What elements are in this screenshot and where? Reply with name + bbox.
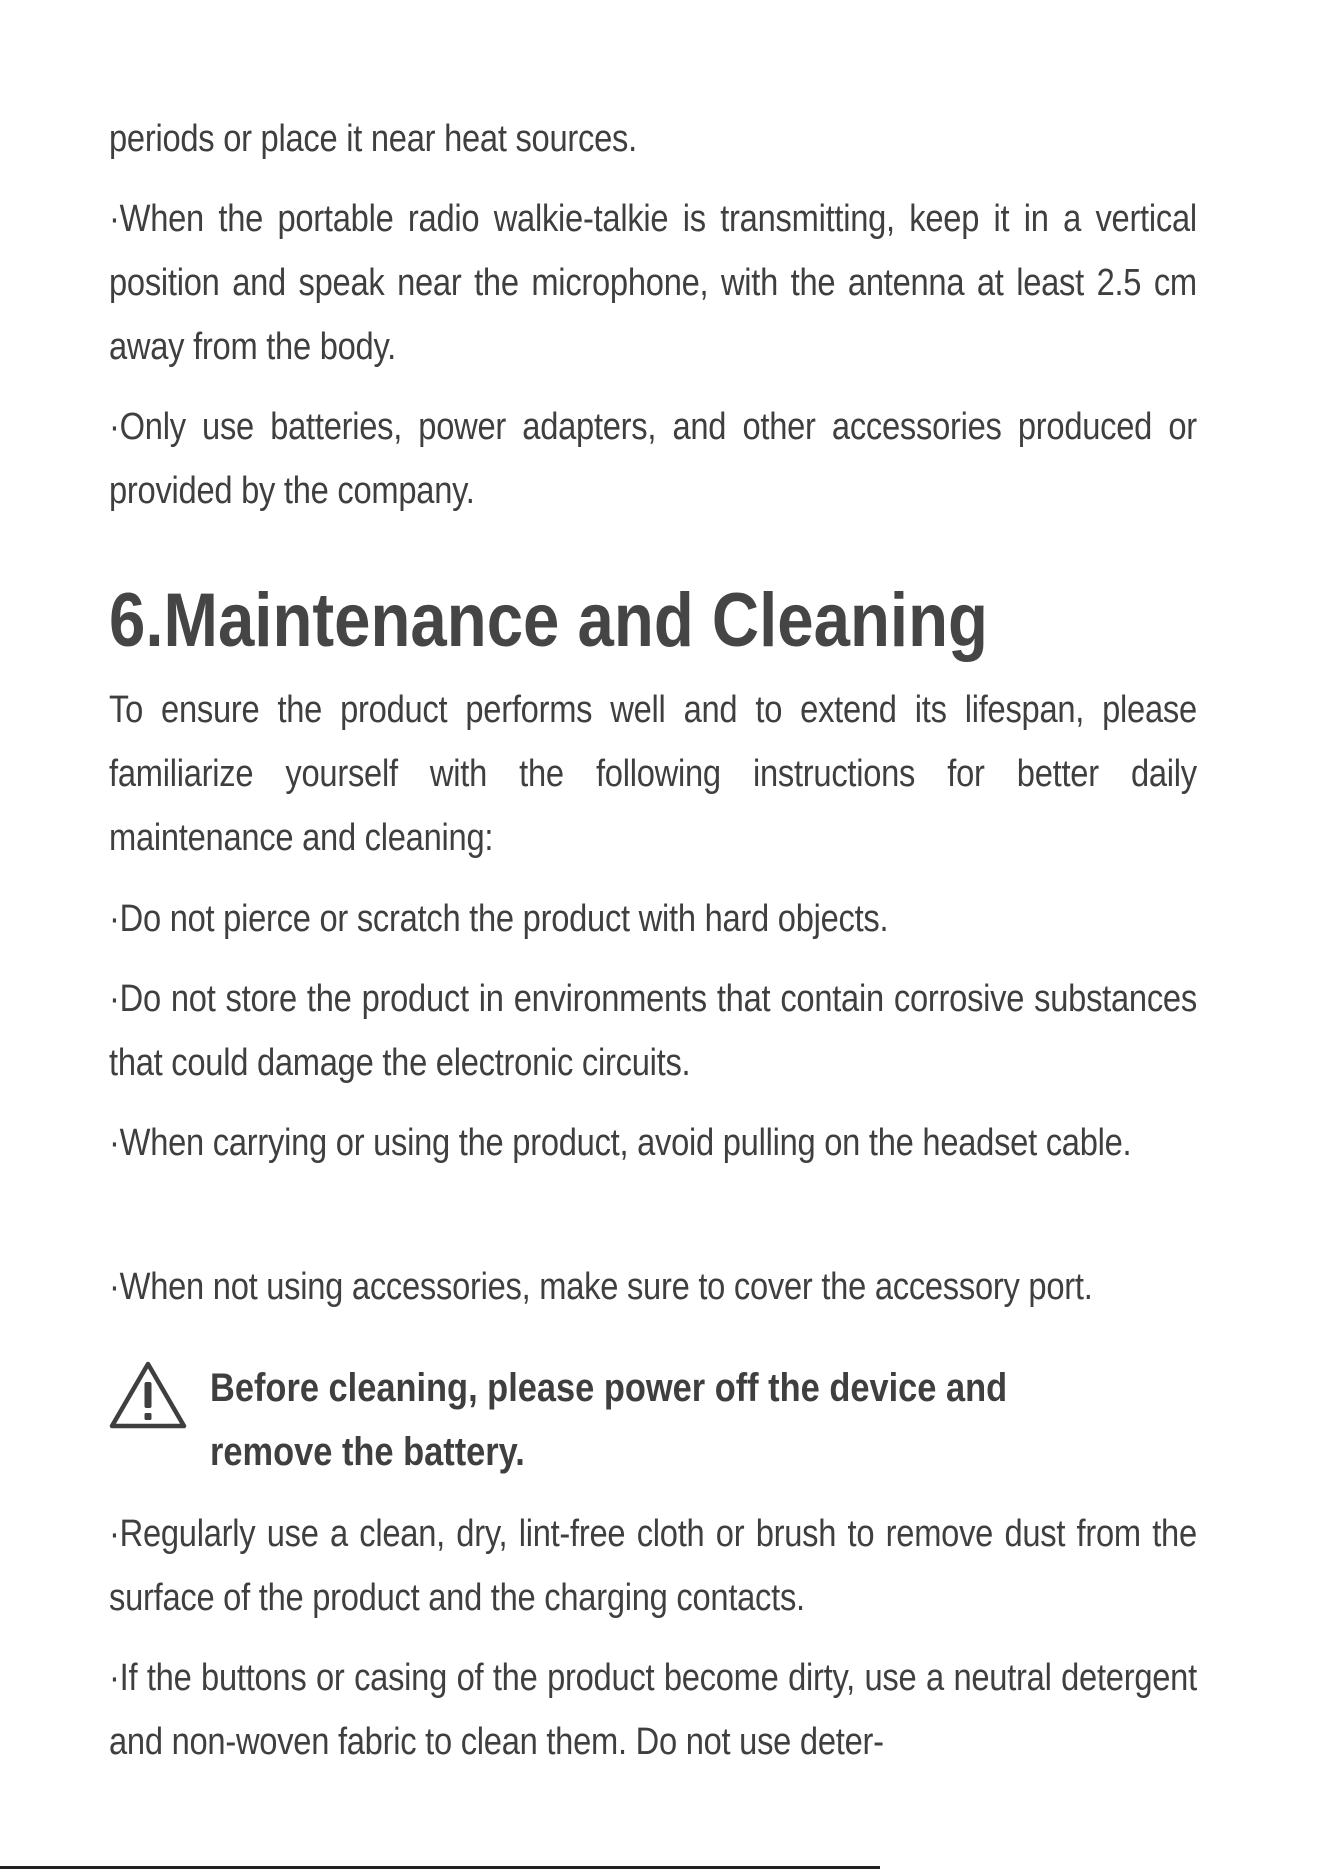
warning-text — [210, 1356, 1070, 1484]
warning-callout — [109, 1360, 1197, 1490]
bullet-pierce-scratch: ·Do not pierce or scratch the product with hard objects. — [109, 898, 889, 940]
warning-line-2: remove the battery. — [210, 1430, 525, 1474]
bullet-headset-cable: ·When carrying or using the product, avoid pulling on the headset cable. — [109, 1122, 1132, 1164]
bullet-transmit-position: ·When the portable radio walkie-talkie is transmitting, keep it in a vertical position and speak near the microphone, with the antenna at least 2.5 cm away from the body. — [109, 198, 1197, 368]
page-bottom-rule — [0, 1866, 880, 1869]
paragraph-continued: periods or place it near heat sources. — [109, 118, 637, 160]
warning-line-1: Before cleaning, please power off the device and — [210, 1366, 1008, 1410]
section-intro: To ensure the product performs well and to extend its lifespan, please familiarize yourself with the following instructions for better daily maintenance and cleaning: — [109, 689, 1197, 859]
bullet-accessories-only: ·Only use batteries, power adapters, and other accessories produced or provided by the company. — [109, 406, 1197, 512]
bullet-corrosive-storage: ·Do not store the product in environments that contain corrosive substances that could damage the electronic circuits. — [109, 978, 1197, 1084]
bullet-cover-port: ·When not using accessories, make sure to cover the accessory port. — [109, 1266, 1093, 1308]
bullet-neutral-detergent: ·If the buttons or casing of the product become dirty, use a neutral detergent and non-woven fabric to clean them. Do not use deter- — [109, 1657, 1197, 1763]
bullet-regular-dusting: ·Regularly use a clean, dry, lint-free cloth or brush to remove dust from the surface of the product and the charging contacts. — [109, 1513, 1197, 1619]
section-heading: 6.Maintenance and Cleaning — [109, 578, 988, 663]
warning-triangle-icon — [109, 1360, 187, 1430]
